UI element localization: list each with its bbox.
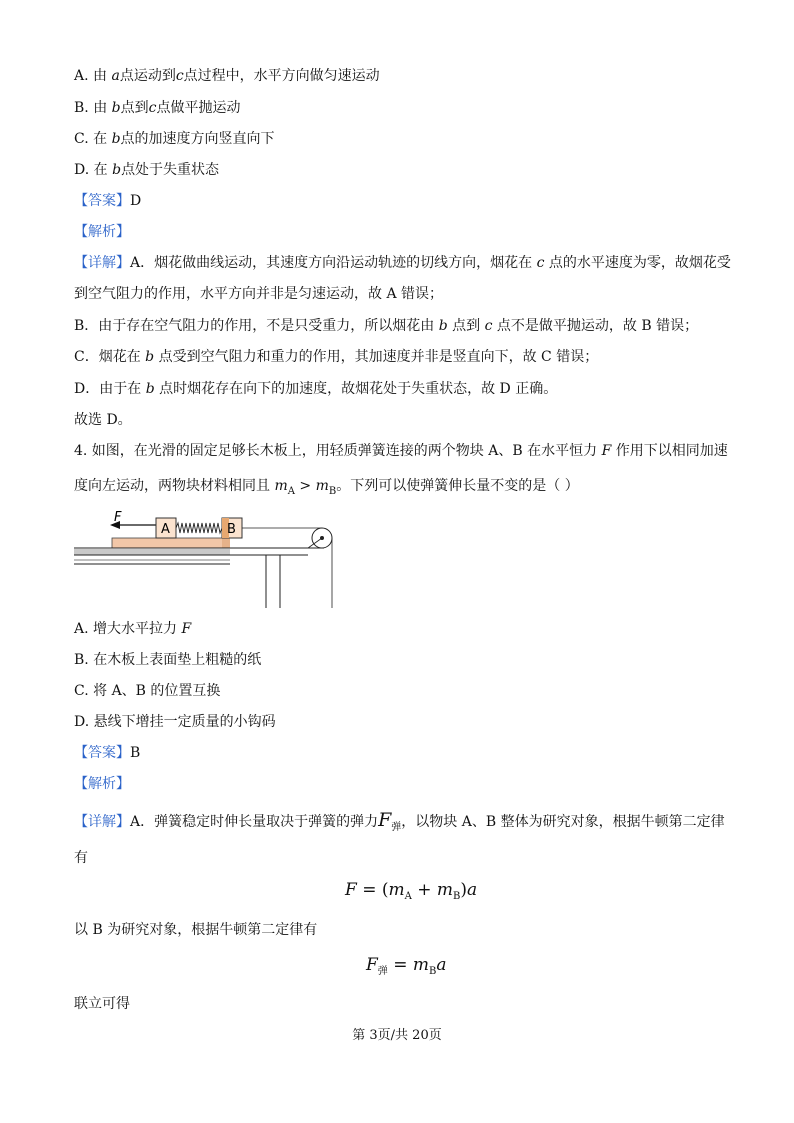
q3-answer: 【答案】D: [74, 193, 142, 209]
q3-detail-line-3: B．由于存在空气阻力的作用，不是只受重力，所以烟花由 b 点到 c 点不是做平抛运动，故 B 错误；: [74, 318, 699, 334]
force-label: F: [114, 510, 122, 525]
mass-relation: $m_A > m_B$: [274, 478, 337, 497]
q4-stem-line-2: 度向左运动，两物块材料相同且 $m_A > m_B$。下列可以使弹簧伸长量不变的是（ ）: [74, 478, 579, 497]
q3-detail-line-5: D．由于在 b 点时烟花存在向下的加速度，故烟花处于失重状态，故 D 正确。: [74, 381, 558, 397]
spring: [176, 523, 222, 533]
q3-conclusion: 故选 D。: [74, 412, 132, 428]
q3-option-c: C. 在 b点的加速度方向竖直向下: [74, 131, 275, 147]
q3-option-b: B. 由 b点到c点做平抛运动: [74, 100, 241, 116]
board-end: [222, 538, 230, 548]
spring-blocks-figure: [70, 508, 340, 610]
q4-analysis-tag: 【解析】: [74, 776, 130, 792]
table-plank: [74, 549, 230, 555]
q3-option-a: A. 由 a点运动到c点过程中，水平方向做匀速运动: [74, 68, 380, 84]
q3-analysis-tag: 【解析】: [74, 224, 130, 240]
q3-detail-line-1: 【详解】A．烟花做曲线运动，其速度方向沿运动轨迹的切线方向，烟花在 c 点的水平速度为零，故烟花受: [74, 255, 731, 271]
q3-detail-line-4: C．烟花在 b 点受到空气阻力和重力的作用，其加速度并非是竖直向下，故 C 错误；: [74, 349, 599, 365]
equation-1: $F = (m_A + m_B)a$: [345, 880, 478, 902]
q4-detail-line-2: 有: [74, 850, 88, 866]
equation-2: $F_弹 = m_Ba$: [366, 955, 447, 977]
board: [112, 538, 228, 548]
q3-detail-line-2: 到空气阻力的作用，水平方向并非是匀速运动，故 A 错误；: [74, 286, 444, 302]
q4-stem-line-1: 4. 如图，在光滑的固定足够长木板上，用轻质弹簧连接的两个物块 A、B 在水平恒力 F 作用下以相同加速: [74, 443, 728, 459]
q4-option-d: D. 悬线下增挂一定质量的小钩码: [74, 714, 276, 730]
block-a-label: A: [161, 522, 170, 537]
q4-detail-line-4: 联立可得: [74, 996, 130, 1012]
page-footer: 第 3页/共 20页: [352, 1028, 442, 1043]
q4-answer: 【答案】B: [74, 745, 141, 761]
q4-detail-line-1: 【详解】A．弹簧稳定时伸长量取决于弹簧的弹力$F_弹$，以物块 A、B 整体为研究对象，根据牛顿第二定律: [74, 809, 725, 833]
spring-force-symbol: $F_弹$: [378, 809, 402, 833]
q4-detail-line-3: 以 B 为研究对象，根据牛顿第二定律有: [74, 922, 318, 938]
q4-option-a: A. 增大水平拉力 F: [74, 621, 192, 637]
q3-option-d: D. 在 b点处于失重状态: [74, 162, 220, 178]
q4-option-c: C. 将 A、B 的位置互换: [74, 683, 221, 699]
q4-option-b: B. 在木板上表面垫上粗糙的纸: [74, 652, 262, 668]
block-b-label: B: [227, 522, 236, 537]
